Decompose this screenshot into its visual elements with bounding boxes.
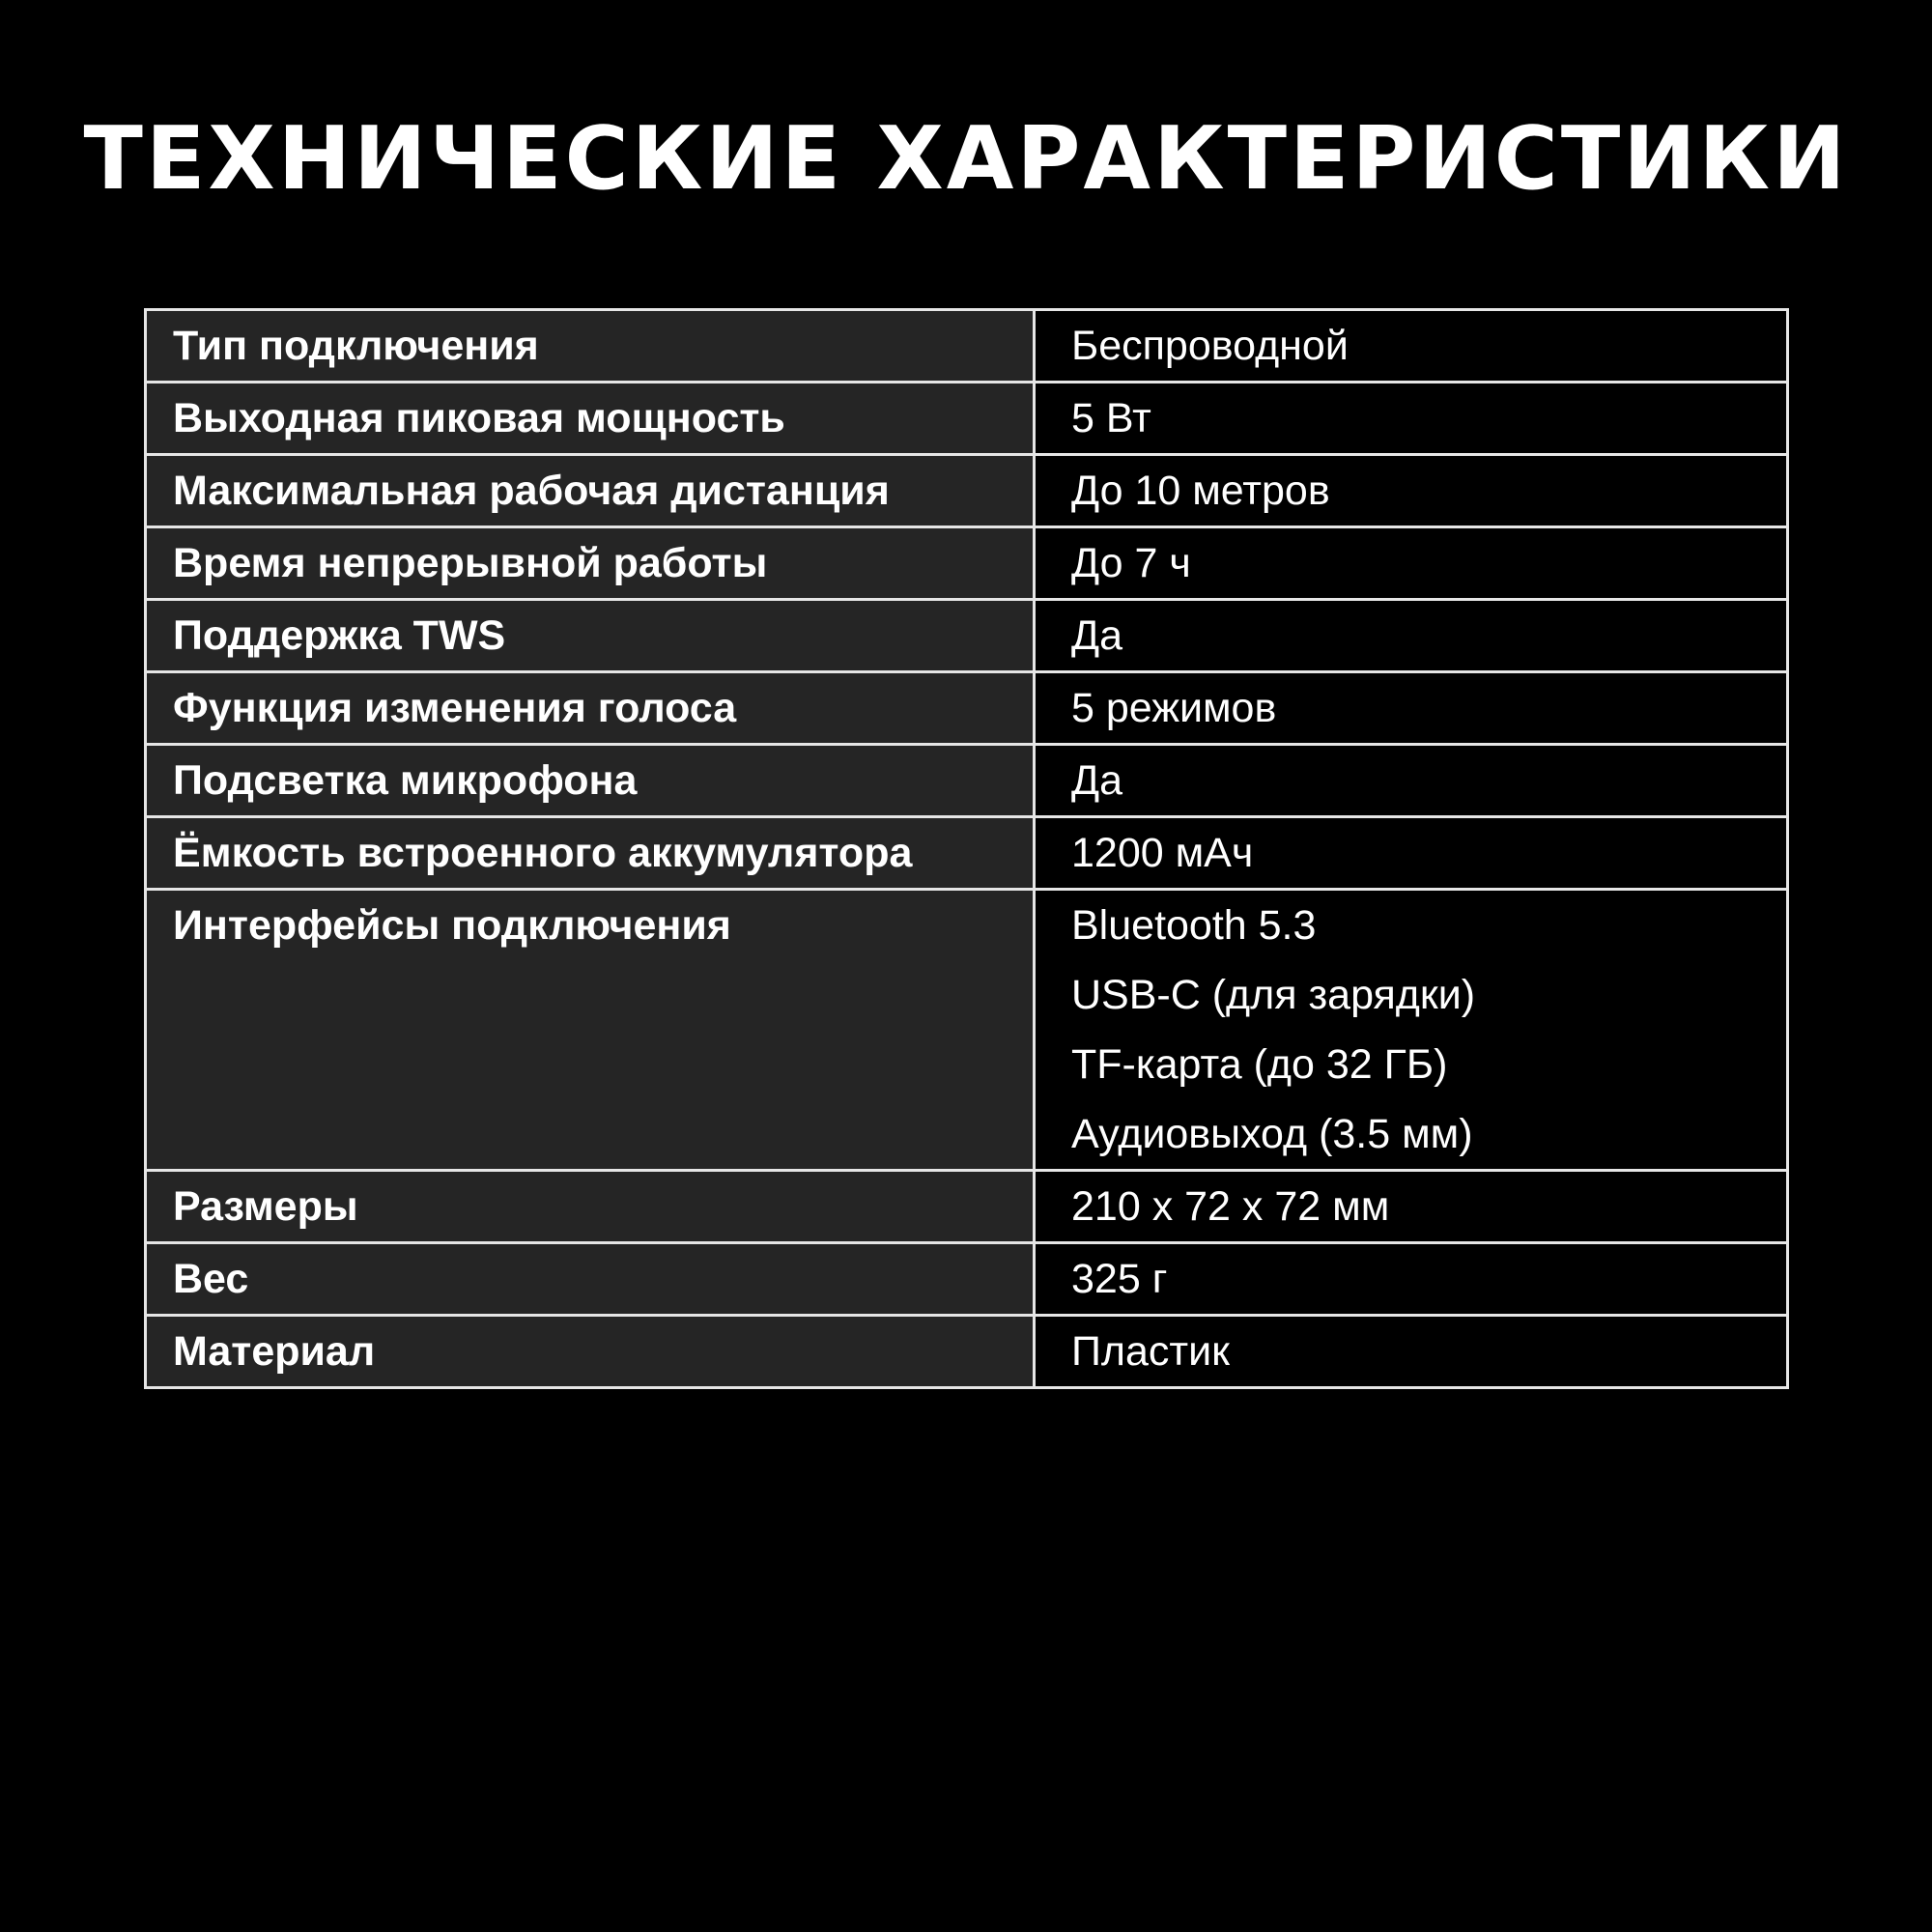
spec-value-line: USB-C (для зарядки): [1071, 972, 1476, 1018]
spec-value: [1035, 890, 1788, 1171]
spec-value-line: 5 Вт: [1071, 395, 1151, 441]
spec-row: [146, 890, 1788, 1171]
spec-value-line: До 7 ч: [1071, 540, 1191, 586]
spec-label: Материал: [146, 1316, 1035, 1388]
spec-label: Поддержка TWS: [146, 600, 1035, 672]
spec-value-line: 1200 мАч: [1071, 830, 1254, 876]
spec-value: [1035, 817, 1788, 890]
spec-value: [1035, 1243, 1788, 1316]
spec-value-line: 5 режимов: [1071, 685, 1277, 731]
spec-label: Функция изменения голоса: [146, 672, 1035, 745]
spec-row: [146, 527, 1788, 600]
spec-label: Выходная пиковая мощность: [146, 383, 1035, 455]
spec-value-line: 210 x 72 x 72 мм: [1071, 1183, 1390, 1230]
spec-label: Размеры: [146, 1171, 1035, 1243]
spec-label: Тип подключения: [146, 310, 1035, 383]
spec-value-line: До 10 метров: [1071, 468, 1330, 514]
page-title: ТЕХНИЧЕСКИЕ ХАРАКТЕРИСТИКИ: [83, 108, 1849, 210]
spec-label: Интерфейсы подключения: [146, 890, 1035, 1171]
spec-row: [146, 1243, 1788, 1316]
spec-row: [146, 745, 1788, 817]
spec-value: [1035, 672, 1788, 745]
spec-row: [146, 817, 1788, 890]
spec-row: [146, 310, 1788, 383]
spec-value-line: TF-карта (до 32 ГБ): [1071, 1041, 1448, 1088]
spec-value-line: Беспроводной: [1071, 323, 1349, 369]
spec-row: [146, 455, 1788, 527]
spec-value-line: Да: [1071, 612, 1123, 659]
spec-value-line: Аудиовыход (3.5 мм): [1071, 1111, 1473, 1157]
specs-table-body: [146, 310, 1788, 1388]
spec-value: [1035, 1316, 1788, 1388]
spec-value: [1035, 310, 1788, 383]
spec-row: [146, 383, 1788, 455]
spec-value: [1035, 527, 1788, 600]
spec-value: [1035, 745, 1788, 817]
spec-value: [1035, 600, 1788, 672]
spec-value: [1035, 383, 1788, 455]
spec-row: [146, 1316, 1788, 1388]
spec-label: Подсветка микрофона: [146, 745, 1035, 817]
spec-label: Вес: [146, 1243, 1035, 1316]
spec-value-line: 325 г: [1071, 1256, 1168, 1302]
specs-table: [144, 308, 1789, 1389]
spec-label: Максимальная рабочая дистанция: [146, 455, 1035, 527]
spec-value-line: Пластик: [1071, 1328, 1230, 1375]
spec-value: [1035, 1171, 1788, 1243]
spec-value: [1035, 455, 1788, 527]
spec-row: [146, 672, 1788, 745]
spec-value-line: Да: [1071, 757, 1123, 804]
spec-label: Ёмкость встроенного аккумулятора: [146, 817, 1035, 890]
spec-value-line: Bluetooth 5.3: [1071, 902, 1317, 949]
spec-row: [146, 1171, 1788, 1243]
spec-label: Время непрерывной работы: [146, 527, 1035, 600]
spec-row: [146, 600, 1788, 672]
